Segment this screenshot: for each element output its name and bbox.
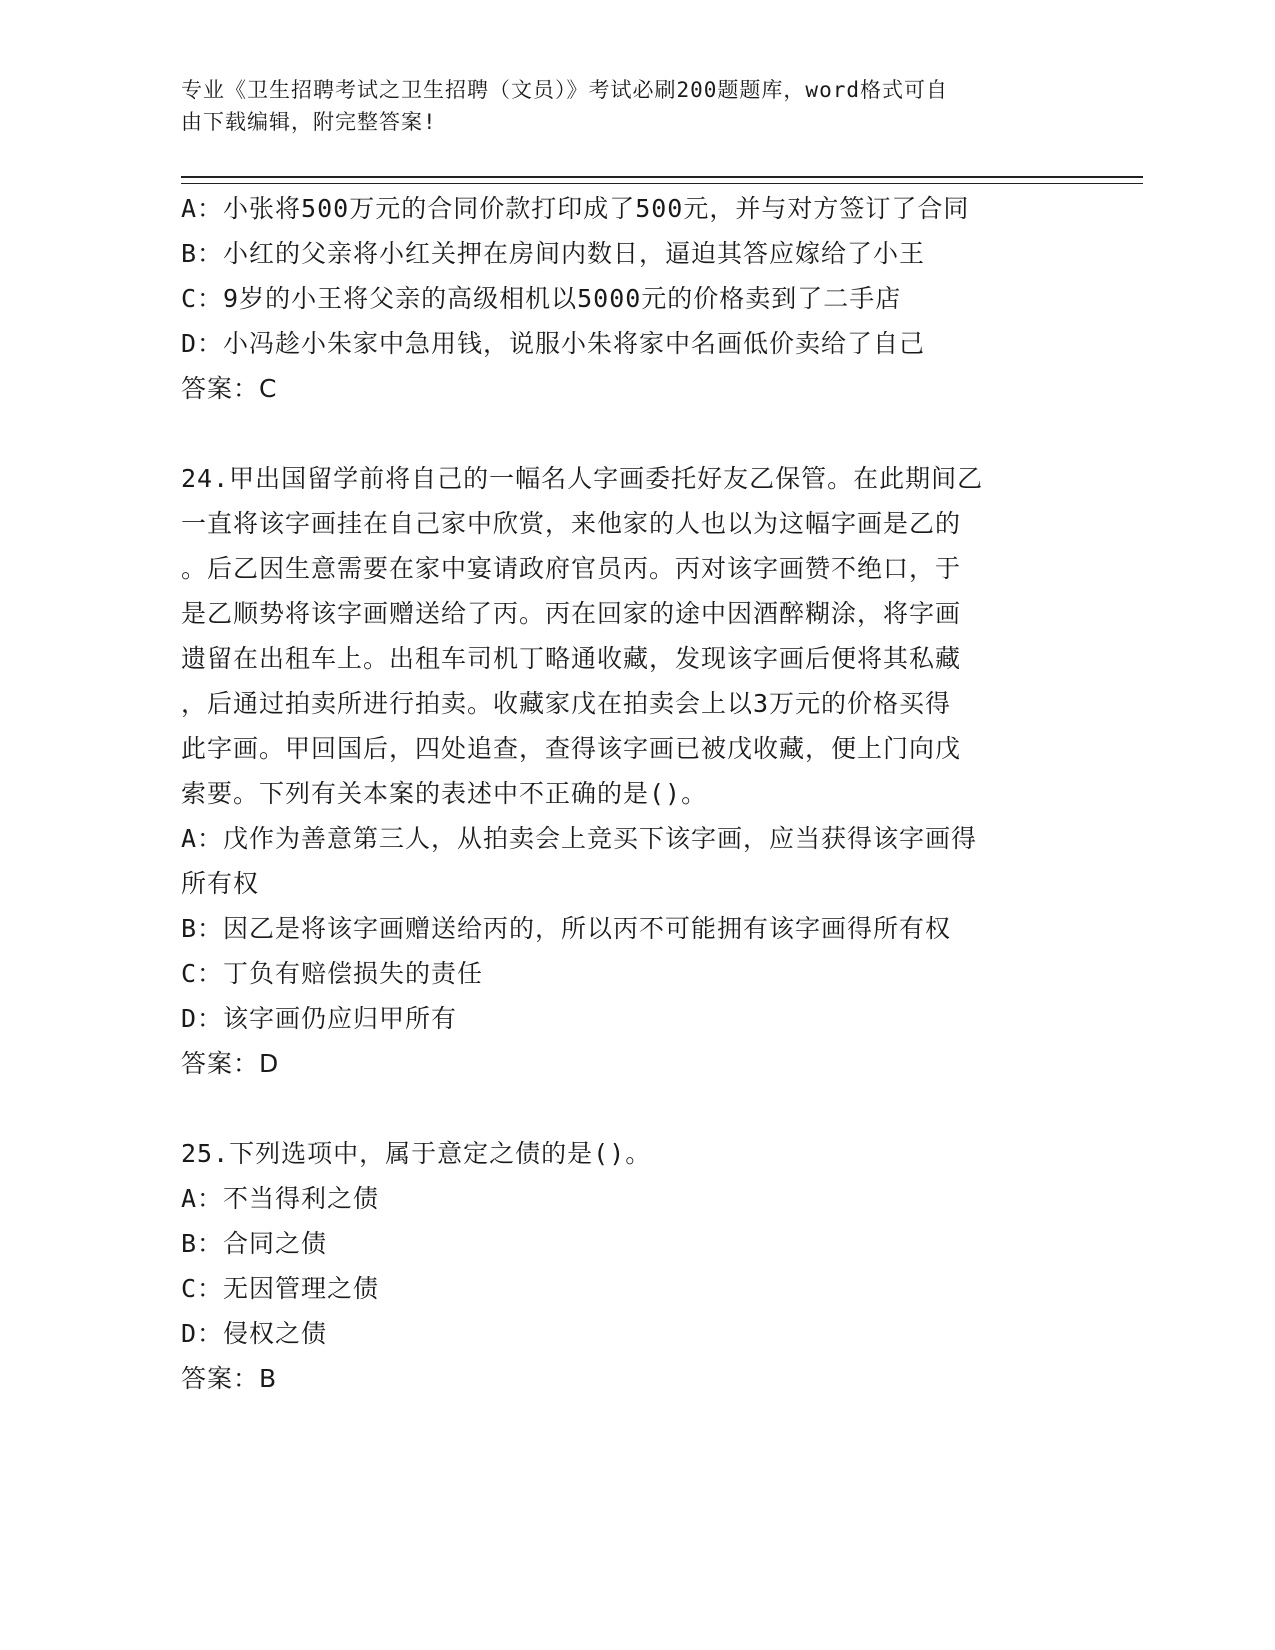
question-stem-line: 24.甲出国留学前将自己的一幅名人字画委托好友乙保管。在此期间乙 (181, 464, 984, 493)
option-c: C：丁负有赔偿损失的责任 (181, 959, 484, 988)
header-line-1: 专业《卫生招聘考试之卫生招聘（文员）》考试必刷200题题库，word格式可自 (181, 78, 948, 102)
document-body (181, 186, 1051, 1401)
question-24-block (181, 456, 1051, 1086)
question-stem-line: 。后乙因生意需要在家中宴请政府官员丙。丙对该字画赞不绝口，于 (181, 554, 962, 583)
header-rule (181, 176, 1143, 184)
question-stem: 25.下列选项中，属于意定之债的是()。 (181, 1139, 652, 1168)
question-stem-line: 索要。下列有关本案的表述中不正确的是()。 (181, 779, 708, 808)
option-d: D：该字画仍应归甲所有 (181, 1004, 458, 1033)
option-b: B：因乙是将该字画赠送给丙的，所以丙不可能拥有该字画得所有权 (181, 914, 952, 943)
option-a: A：戊作为善意第三人，从拍卖会上竞买下该字画，应当获得该字画得 (181, 824, 978, 853)
question-stem-line: 是乙顺势将该字画赠送给了丙。丙在回家的途中因酒醉糊涂，将字画 (181, 599, 962, 628)
question-stem-line: 遗留在出租车上。出租车司机丁略通收藏，发现该字画后便将其私藏 (181, 644, 962, 673)
document-header (181, 74, 1061, 138)
spacer (181, 411, 1051, 456)
option-b: B：小红的父亲将小红关押在房间内数日，逼迫其答应嫁给了小王 (181, 239, 926, 268)
answer: 答案：B (181, 1364, 278, 1393)
option-d: D：小冯趁小朱家中急用钱，说服小朱将家中名画低价卖给了自己 (181, 329, 926, 358)
answer: 答案：D (181, 1049, 280, 1078)
answer: 答案：C (181, 374, 278, 403)
option-c: C：无因管理之债 (181, 1274, 380, 1303)
option-a: A：小张将500万元的合同价款打印成了500元，并与对方签订了合同 (181, 194, 970, 223)
question-stem-line: ，后通过拍卖所进行拍卖。收藏家戊在拍卖会上以3万元的价格买得 (181, 689, 952, 718)
option-c: C：9岁的小王将父亲的高级相机以5000元的价格卖到了二手店 (181, 284, 902, 313)
option-d: D：侵权之债 (181, 1319, 328, 1348)
option-a-continued: 所有权 (181, 869, 260, 898)
question-25-block (181, 1131, 1051, 1401)
question-stem-line: 此字画。甲回国后，四处追查，查得该字画已被戊收藏，便上门向戊 (181, 734, 962, 763)
question-23-block (181, 186, 1051, 411)
option-a: A：不当得利之债 (181, 1184, 380, 1213)
option-b: B：合同之债 (181, 1229, 328, 1258)
header-line-2: 由下载编辑，附完整答案! (181, 110, 437, 134)
question-stem-line: 一直将该字画挂在自己家中欣赏，来他家的人也以为这幅字画是乙的 (181, 509, 962, 538)
spacer (181, 1086, 1051, 1131)
